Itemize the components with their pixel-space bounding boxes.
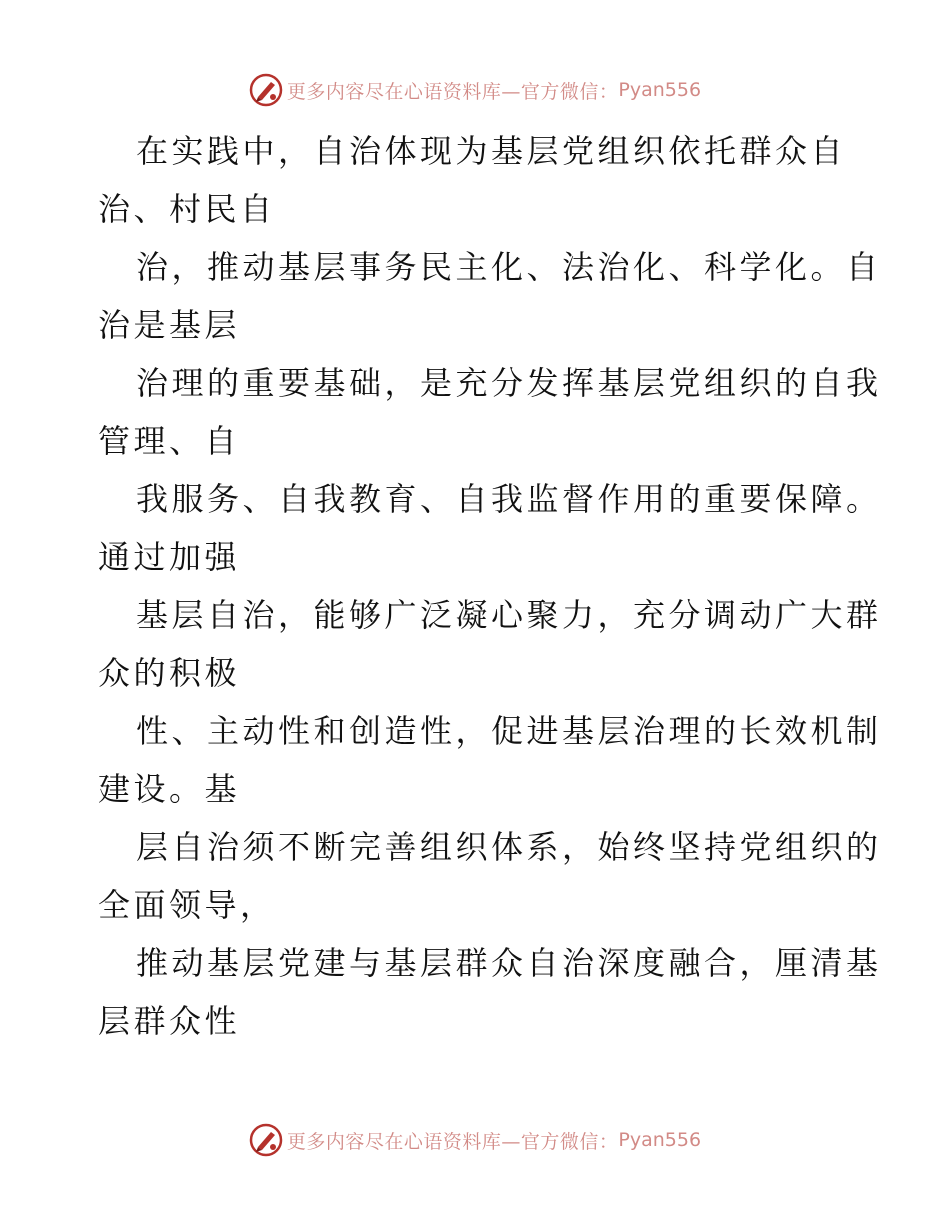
watermark-wechat-id: Pyan556	[618, 1129, 702, 1151]
text-line: 治，推动基层事务民主化、法治化、科学化。自	[136, 248, 882, 286]
text-line: 层自治须不断完善组织体系，始终坚持党组织的	[136, 828, 882, 866]
footer-watermark	[0, 1120, 950, 1160]
text-line: 通过加强	[98, 538, 241, 576]
watermark-text: 更多内容尽在心语资料库—官方微信：	[286, 1130, 619, 1153]
text-line: 推动基层党建与基层群众自治深度融合，厘清基	[136, 944, 882, 982]
text-line: 全面领导，	[98, 886, 276, 924]
watermark-wechat-id: Pyan556	[618, 79, 702, 101]
watermark-text: 更多内容尽在心语资料库—官方微信：	[286, 80, 619, 103]
text-line: 众的积极	[98, 654, 241, 692]
text-line: 治、村民自	[98, 190, 276, 228]
pen-logo-icon	[249, 1123, 283, 1157]
text-line: 管理、自	[98, 422, 241, 460]
text-line: 我服务、自我教育、自我监督作用的重要保障。	[136, 480, 882, 518]
header-watermark	[0, 70, 950, 110]
document-body	[98, 122, 882, 1050]
text-line: 性、主动性和创造性，促进基层治理的长效机制	[136, 712, 882, 750]
text-line: 治理的重要基础，是充分发挥基层党组织的自我	[136, 364, 882, 402]
text-line: 基层自治，能够广泛凝心聚力，充分调动广大群	[136, 596, 882, 634]
pen-logo-icon	[249, 73, 283, 107]
text-line: 建设。基	[98, 770, 241, 808]
text-line: 在实践中，自治体现为基层党组织依托群众自	[136, 132, 847, 170]
text-line: 治是基层	[98, 306, 241, 344]
text-line: 层群众性	[98, 1002, 241, 1040]
